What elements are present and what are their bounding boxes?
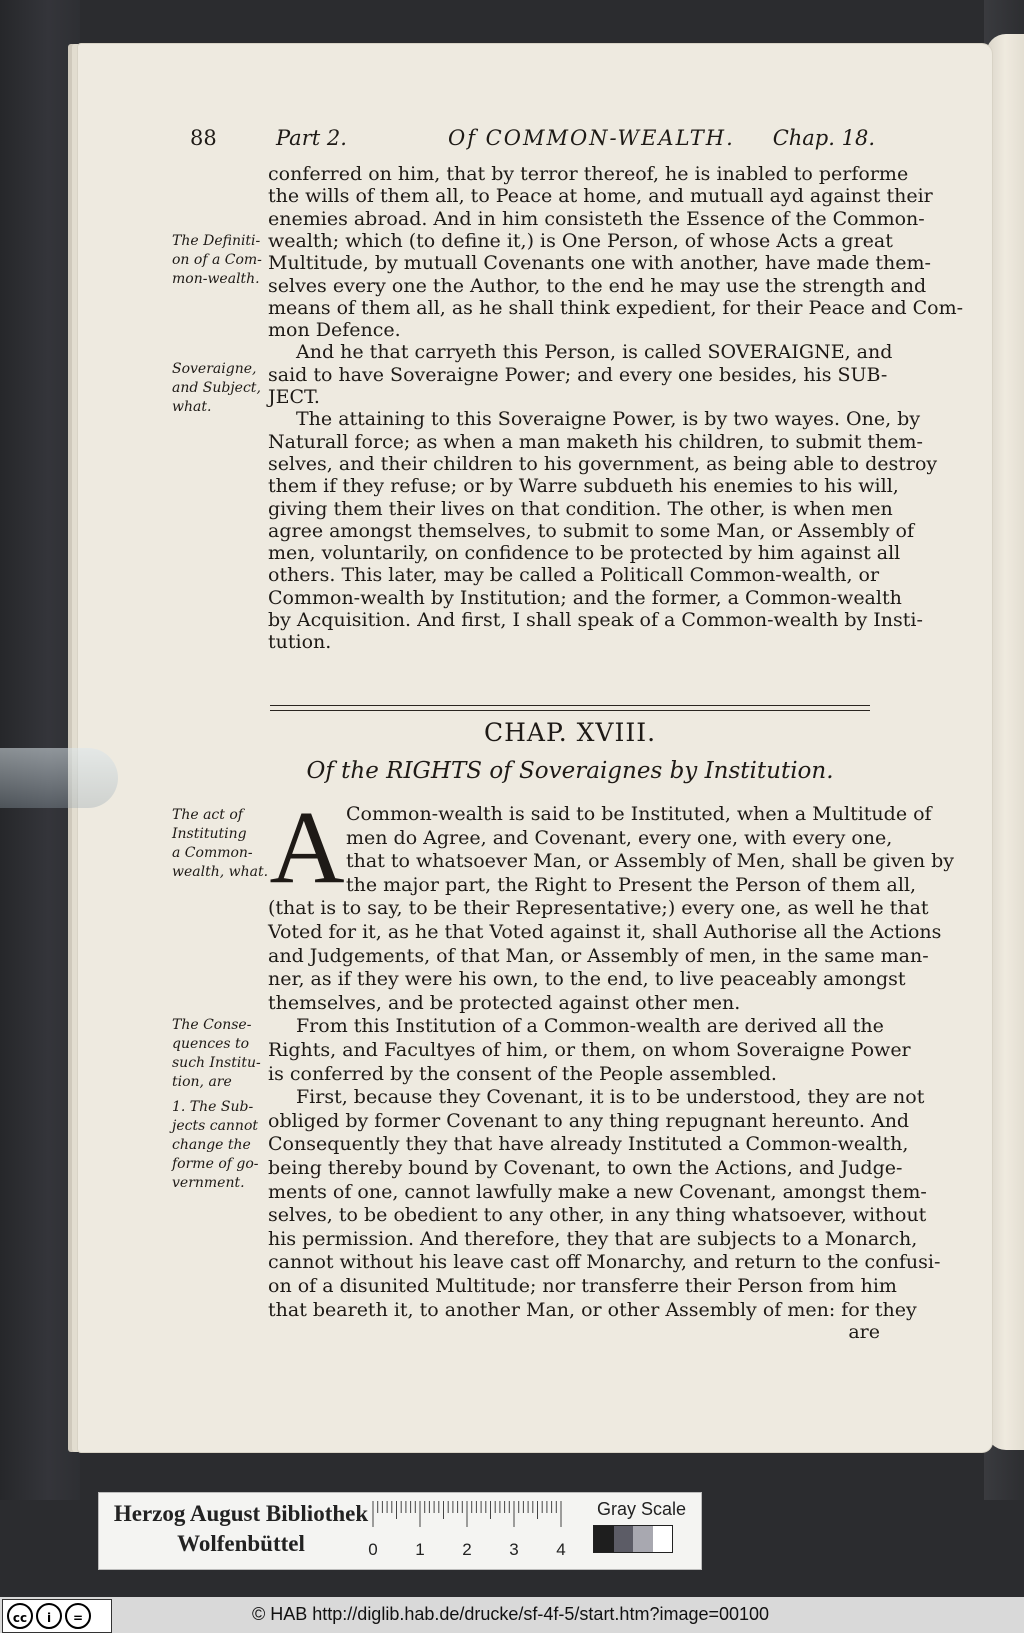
text-line: men, voluntarily, on confidence to be protected by him against all xyxy=(268,542,901,565)
text-line: wealth; which (to define it,) is One Person, of whose Acts a great xyxy=(268,229,893,252)
text-line: From this Institution of a Common-wealth are derived all the xyxy=(296,1015,884,1038)
text-line: enemies abroad. And in him consisteth the Essence of the Common- xyxy=(268,207,925,230)
margin-note xyxy=(172,360,268,417)
gray-scale-label: Gray Scale xyxy=(597,1499,687,1519)
margin-note-line: jects cannot xyxy=(172,1118,259,1134)
margin-note-line: vernment. xyxy=(172,1175,245,1191)
margin-note xyxy=(172,1016,268,1092)
ruler-number: 2 xyxy=(462,1540,472,1559)
text-line: Rights, and Facultyes of him, or them, on whom Soveraigne Power xyxy=(268,1039,911,1061)
text-line: men do Agree, and Covenant, every one, with every one, xyxy=(346,826,893,849)
text-line: conferred on him, that by terror thereof, he is inabled to performe xyxy=(268,163,909,185)
text-line: them if they refuse; or by Warre subdueth his enemies to his will, xyxy=(268,475,899,498)
running-head xyxy=(190,126,875,156)
part-label: Part 2. xyxy=(276,126,347,150)
margin-note-line: Instituting xyxy=(172,826,247,842)
text-line: cannot without his leave cast off Monarchy, and return to the confusi- xyxy=(268,1251,941,1274)
text-line: Naturall force; as when a man maketh his children, to submit them- xyxy=(268,430,923,453)
text-line: Voted for it, as he that Voted against it, shall Authorise all the Actions xyxy=(268,921,942,943)
text-line: First, because they Covenant, it is to be understood, they are not xyxy=(296,1086,925,1109)
gray-swatch xyxy=(594,1526,614,1552)
text-line: means of them all, as he shall think expedient, for their Peace and Com- xyxy=(268,296,964,319)
text-line: that to whatsoever Man, or Assembly of Men, shall be given by xyxy=(346,850,955,873)
text-line: is conferred by the consent of the People assembled. xyxy=(268,1062,777,1085)
text-line: said to have Soveraigne Power; and every one besides, his SUB- xyxy=(268,363,888,386)
margin-note-line: forme of go- xyxy=(172,1156,259,1172)
ruler-number: 4 xyxy=(556,1540,566,1559)
library-name xyxy=(109,1499,373,1559)
text-line: selves every one the Author, to the end he may use the strength and xyxy=(268,274,927,297)
margin-note-line: quences to xyxy=(172,1036,250,1052)
text-line: his permission. And therefore, they that are subjects to a Monarch, xyxy=(268,1227,918,1250)
margin-note-line: and Subject, xyxy=(172,380,261,396)
margin-note-line: 1. The Sub- xyxy=(172,1099,254,1115)
text-line: ner, as if they were his own, to the end, to live peaceably amongst xyxy=(268,968,906,991)
text-line: mon Defence. xyxy=(268,319,401,342)
margin-note xyxy=(172,806,268,882)
margin-note-line: The act of xyxy=(172,807,243,823)
text-line: Multitude, by mutuall Covenants one with another, have made them- xyxy=(268,252,931,275)
text-line: ments of one, cannot lawfully make a new Covenant, amongst them- xyxy=(268,1180,927,1203)
text-line: JECT. xyxy=(268,386,320,408)
license-badge[interactable] xyxy=(2,1599,112,1633)
text-line: Common-wealth is said to be Instituted, when a Multitude of xyxy=(346,803,932,825)
margin-note-line: change the xyxy=(172,1137,251,1153)
ruler-number: 0 xyxy=(368,1540,378,1559)
drop-cap: A xyxy=(269,790,345,905)
text-line: The attaining to this Soveraigne Power, is by two wayes. One, by xyxy=(296,408,921,431)
page-number: 88 xyxy=(190,126,217,150)
library-name-line2: Wolfenbüttel xyxy=(177,1531,305,1556)
text-line: by Acquisition. And first, I shall speak of a Common-wealth by Insti- xyxy=(268,609,923,631)
text-line: that beareth it, to another Man, or other Assembly of men: for they xyxy=(268,1298,917,1321)
section-rule xyxy=(270,705,870,711)
margin-note-line: such Institu- xyxy=(172,1055,261,1071)
attribution-icon: i xyxy=(36,1603,62,1629)
text-line: and Judgements, of that Man, or Assembly of men, in the same man- xyxy=(268,944,929,967)
text-line: agree amongst themselves, to submit to some Man, or Assembly of xyxy=(268,519,914,542)
margin-note xyxy=(172,232,268,289)
text-line: obliged by former Covenant to any thing repugnant hereunto. And xyxy=(268,1109,910,1132)
text-line: being thereby bound by Covenant, to own the Actions, and Judge- xyxy=(268,1157,903,1179)
text-line: the major part, the Right to Present the Person of them all, xyxy=(346,873,917,896)
text-line: on of a disunited Multitude; nor transferre their Person from him xyxy=(268,1275,897,1297)
margin-note-line: Soveraigne, xyxy=(172,361,257,377)
text-line: themselves, and be protected against other men. xyxy=(268,991,741,1014)
share-alike-icon: = xyxy=(65,1603,91,1629)
ruler-number: 1 xyxy=(415,1540,425,1559)
text-line: (that is to say, to be their Representative;) every one, as well he that xyxy=(268,897,929,920)
margin-note xyxy=(172,1098,268,1193)
chapter-label: Chap. 18. xyxy=(772,126,875,150)
margin-note-line: mon-wealth. xyxy=(172,271,260,287)
text-line: Consequently they that have already Instituted a Common-wealth, xyxy=(268,1133,909,1156)
text-line: selves, to be obedient to any other, in any thing whatsoever, without xyxy=(268,1204,927,1227)
measurement-ruler xyxy=(369,1497,569,1563)
text-line: the wills of them all, to Peace at home, and mutuall ayd against their xyxy=(268,185,933,208)
chapter-heading: CHAP. XVIII. xyxy=(483,718,657,747)
text-line: giving them their lives on that condition. The other, is when men xyxy=(268,497,893,520)
catchword: are xyxy=(848,1321,880,1343)
gray-scale-swatches xyxy=(593,1525,673,1553)
chapter-subtitle: Of the RIGHTS of Soveraignes by Institution. xyxy=(306,758,834,784)
text-line: And he that carryeth this Person, is called SOVERAIGNE, and xyxy=(296,341,893,364)
margin-note-line: what. xyxy=(172,399,212,415)
text-line: Common-wealth by Institution; and the former, a Common-wealth xyxy=(268,586,902,609)
margin-note-line: The Definiti- xyxy=(172,233,261,249)
text-line: tution. xyxy=(268,631,332,654)
bookmark-strip xyxy=(0,748,118,808)
cc-icon: cc xyxy=(7,1603,33,1629)
gray-swatch xyxy=(653,1526,673,1552)
margin-note-line: wealth, what. xyxy=(172,864,269,880)
margin-note-line: The Conse- xyxy=(172,1017,252,1033)
ruler-number: 3 xyxy=(509,1540,519,1559)
running-title: Of COMMON-WEALTH. xyxy=(448,126,735,150)
margin-note-line: a Common- xyxy=(172,845,253,861)
text-line: selves, and their children to his government, as being able to destroy xyxy=(268,452,938,475)
footer-credit[interactable]: © HAB http://diglib.hab.de/drucke/sf-4f-5/start.htm?image=00100 xyxy=(252,1604,770,1624)
gray-swatch xyxy=(633,1526,653,1552)
margin-note-line: tion, are xyxy=(172,1074,232,1090)
library-name-line1: Herzog August Bibliothek xyxy=(113,1501,369,1526)
library-card xyxy=(98,1492,702,1570)
margin-note-line: on of a Com- xyxy=(172,252,262,268)
text-line: others. This later, may be called a Politicall Common-wealth, or xyxy=(268,564,880,587)
gray-swatch xyxy=(614,1526,634,1552)
